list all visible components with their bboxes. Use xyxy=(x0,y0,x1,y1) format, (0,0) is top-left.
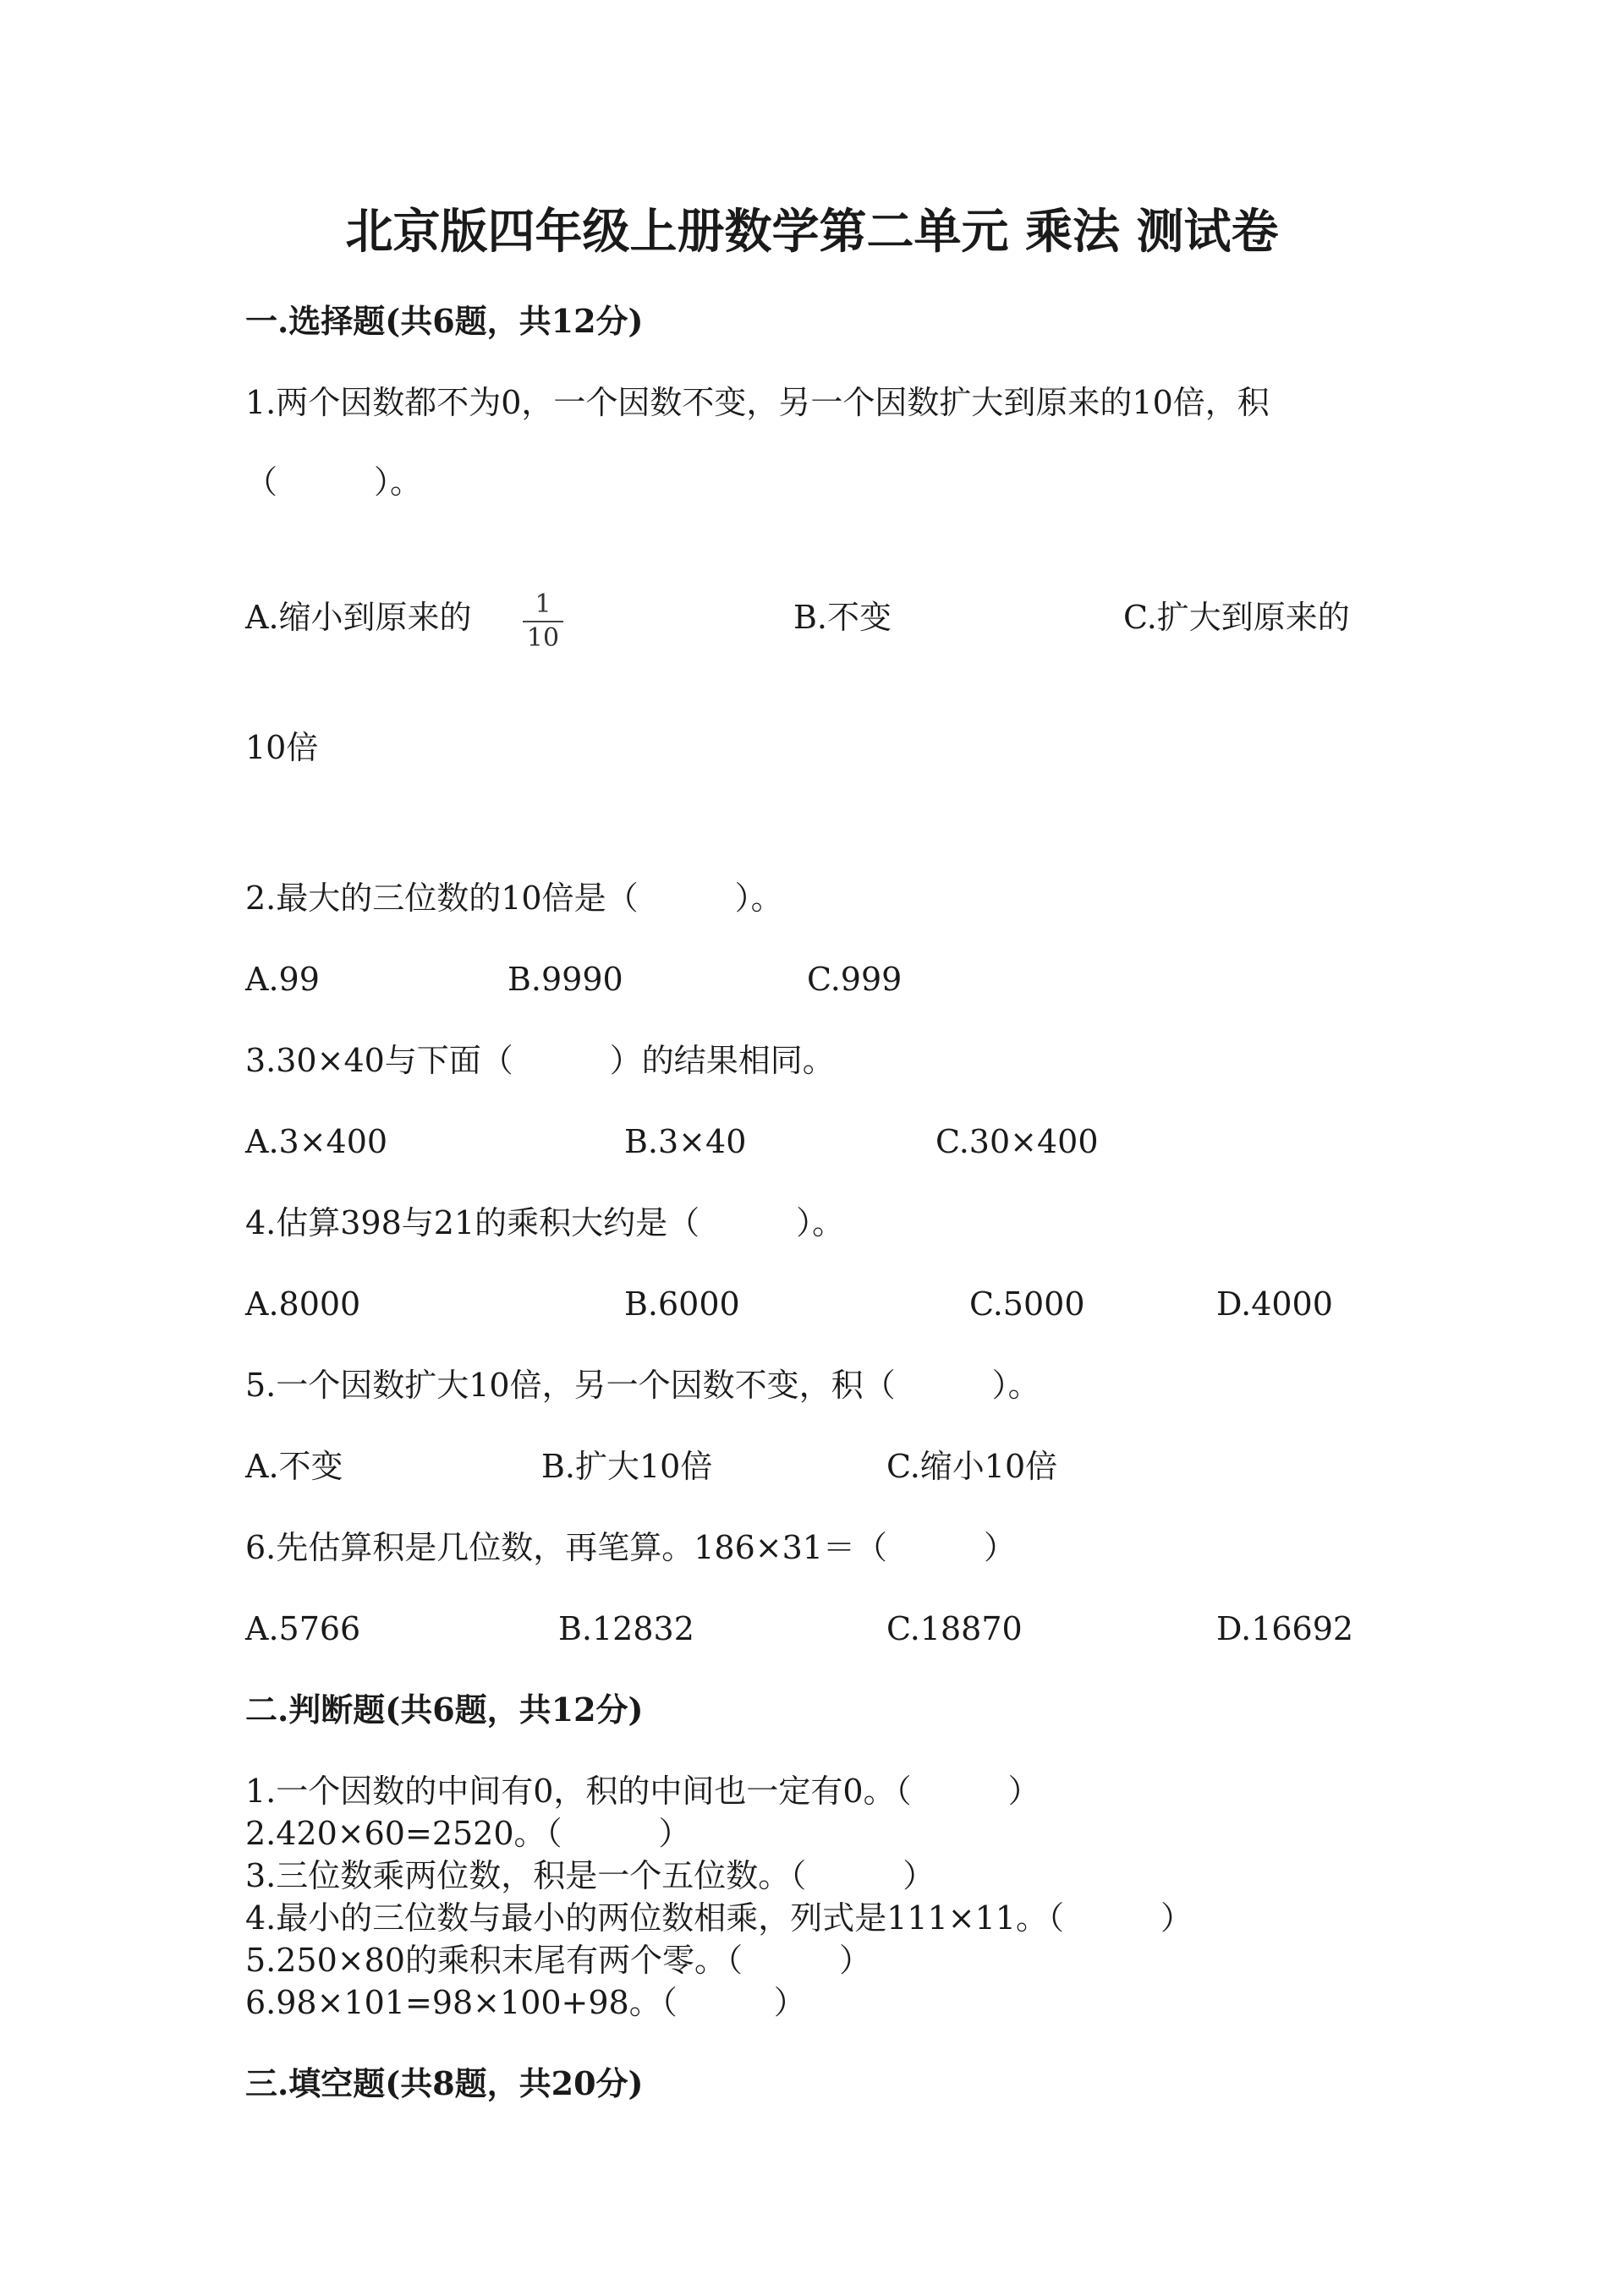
question-5-option-b: B.扩大10倍 xyxy=(541,1448,713,1485)
question-6-option-b: B.12832 xyxy=(558,1610,694,1647)
question-6-option-a: A.5766 xyxy=(245,1610,361,1647)
question-2-option-c: C.999 xyxy=(807,961,903,998)
question-1-option-c-cont: 10倍 xyxy=(245,729,319,766)
judge-item-2: 2.420×60=2520。（ ） xyxy=(245,1815,691,1852)
section-heading-fill: 三.填空题(共8题，共20分) xyxy=(245,2064,644,2102)
section-heading-judge: 二.判断题(共6题，共12分) xyxy=(245,1690,644,1729)
question-1-option-a: A.缩小到原来的 xyxy=(245,599,472,636)
judge-item-1: 1.一个因数的中间有0，积的中间也一定有0。（ ） xyxy=(245,1773,1040,1810)
question-3-option-a: A.3×400 xyxy=(245,1123,388,1160)
judge-item-6: 6.98×101=98×100+98。（ ） xyxy=(245,1984,806,2021)
question-3-option-c: C.30×400 xyxy=(935,1123,1099,1160)
fraction-one-tenth xyxy=(523,590,563,653)
question-1-stem-cont: （ ）。 xyxy=(245,463,423,501)
fraction-numerator: 1 xyxy=(535,589,551,619)
question-4-option-b: B.6000 xyxy=(624,1285,740,1323)
fraction-bar xyxy=(523,621,563,622)
question-4-option-a: A.8000 xyxy=(245,1285,361,1323)
question-4-option-d: D.4000 xyxy=(1216,1285,1333,1323)
question-5-stem: 5.一个因数扩大10倍，另一个因数不变，积（ ）。 xyxy=(245,1367,1040,1404)
question-6-stem: 6.先估算积是几位数，再笔算。186×31＝（ ） xyxy=(245,1529,1016,1566)
question-5-option-c: C.缩小10倍 xyxy=(886,1448,1058,1485)
question-2-option-a: A.99 xyxy=(245,961,320,998)
question-3-stem: 3.30×40与下面（ ）的结果相同。 xyxy=(245,1042,835,1079)
question-1-option-b: B.不变 xyxy=(793,599,892,636)
question-6-option-c: C.18870 xyxy=(886,1610,1023,1647)
fraction-denominator: 10 xyxy=(526,623,560,653)
question-4-stem: 4.估算398与21的乘积大约是（ ）。 xyxy=(245,1204,845,1241)
judge-item-5: 5.250×80的乘积末尾有两个零。（ ） xyxy=(245,1942,871,1979)
question-3-option-b: B.3×40 xyxy=(624,1123,747,1160)
question-1-stem: 1.两个因数都不为0，一个因数不变，另一个因数扩大到原来的10倍，积 xyxy=(245,384,1270,421)
page-title: 北京版四年级上册数学第二单元 乘法 测试卷 xyxy=(345,204,1279,260)
section-heading-choice: 一.选择题(共6题，共12分) xyxy=(245,302,644,340)
question-4-option-c: C.5000 xyxy=(969,1285,1085,1323)
question-5-option-a: A.不变 xyxy=(245,1448,343,1485)
question-2-stem: 2.最大的三位数的10倍是（ ）。 xyxy=(245,879,783,917)
judge-item-3: 3.三位数乘两位数，积是一个五位数。（ ） xyxy=(245,1857,935,1894)
question-2-option-b: B.9990 xyxy=(508,961,623,998)
question-6-option-d: D.16692 xyxy=(1216,1610,1354,1647)
question-1-option-c: C.扩大到原来的 xyxy=(1123,599,1350,636)
judge-item-4: 4.最小的三位数与最小的两位数相乘，列式是111×11。（ ） xyxy=(245,1899,1193,1937)
